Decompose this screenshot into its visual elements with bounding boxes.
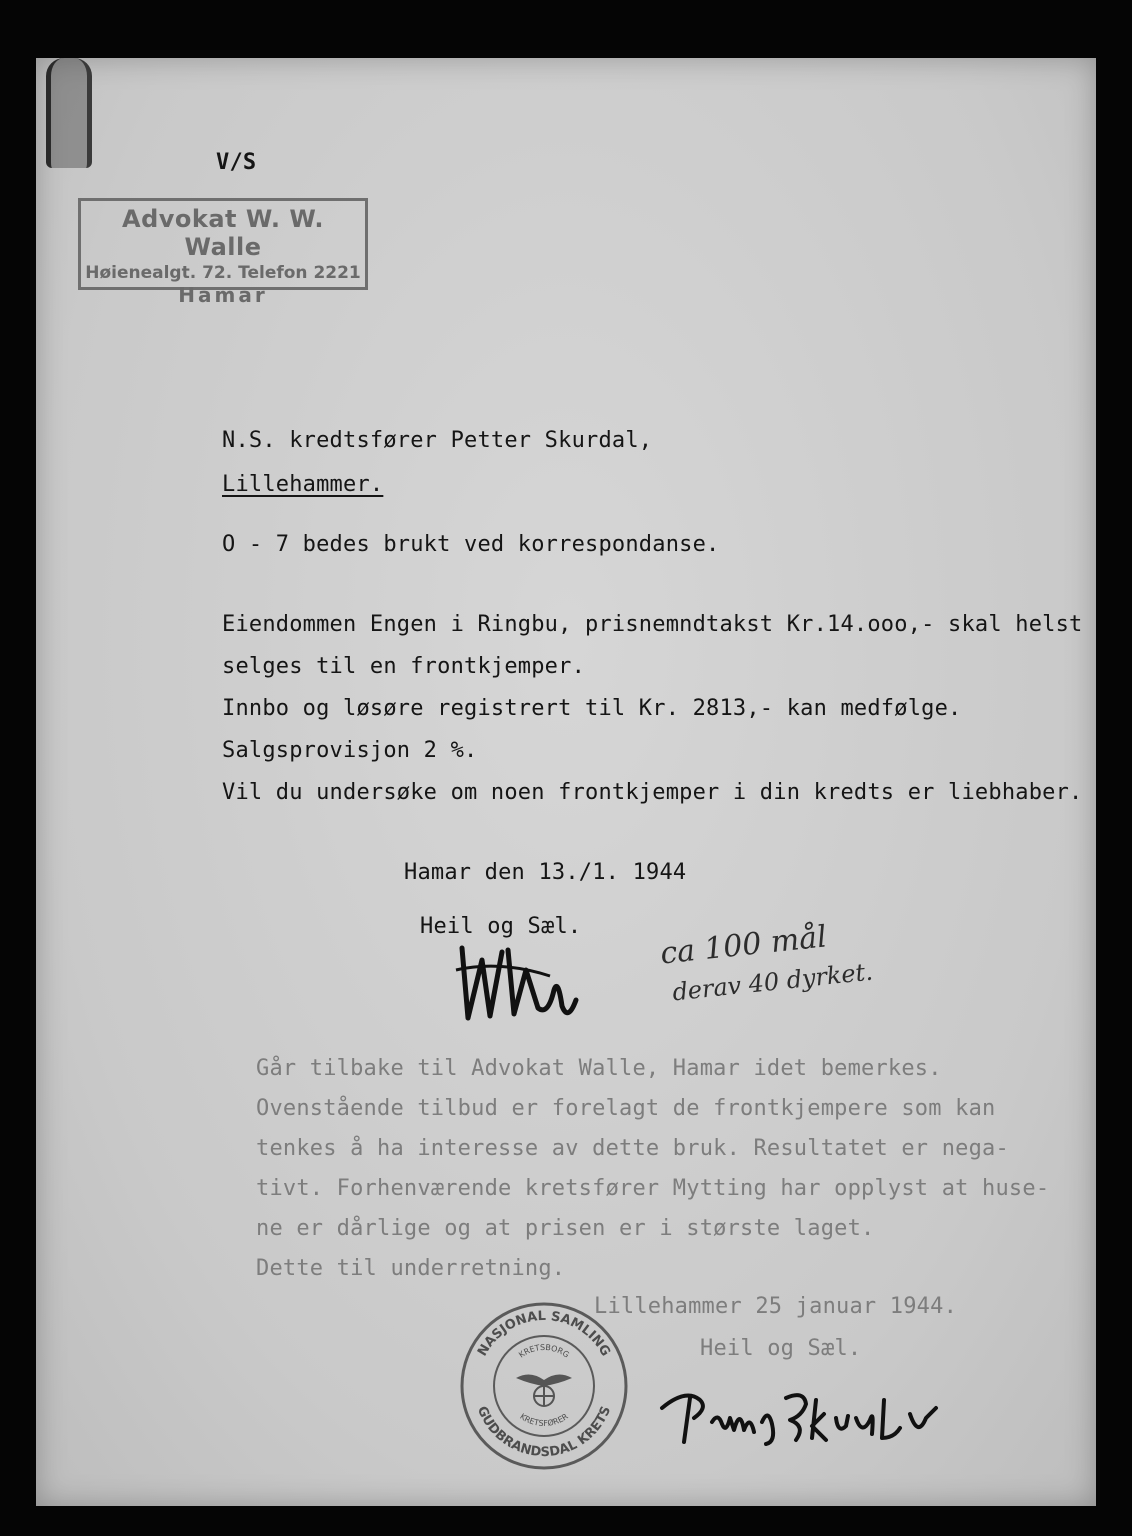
handwritten-note-line-2: derav 40 dyrket. bbox=[671, 957, 875, 1007]
round-stamp-inner-bottom: KRETSFØRER bbox=[518, 1411, 570, 1429]
body-line: Vil du undersøke om noen frontkjemper i din kredts er liebhaber. bbox=[222, 780, 1083, 805]
recipient-line-2: Lillehammer. bbox=[222, 472, 384, 497]
reply-line: tenkes å ha interesse av dette bruk. Resultatet er nega- bbox=[256, 1136, 1009, 1161]
body-line: Salgsprovisjon 2 %. bbox=[222, 738, 478, 763]
place-date: Hamar den 13./1. 1944 bbox=[404, 860, 687, 885]
body-line: Innbo og løsøre registrert til Kr. 2813,- kan medfølge. bbox=[222, 696, 962, 721]
reference-line: O - 7 bedes brukt ved korrespondanse. bbox=[222, 532, 720, 557]
header-mark: V/S bbox=[216, 150, 257, 175]
round-stamp bbox=[458, 1300, 630, 1472]
reply-line: ne er dårlige og at prisen er i største laget. bbox=[256, 1216, 875, 1241]
reply-greeting: Heil og Sæl. bbox=[700, 1336, 862, 1361]
round-stamp-inner-top: KRETSBORG bbox=[517, 1342, 571, 1360]
signature-walle bbox=[450, 930, 580, 1030]
reply-line: Ovenstående tilbud er forelagt de frontkjempere som kan bbox=[256, 1096, 996, 1121]
recipient-line-1: N.S. kredtsfører Petter Skurdal, bbox=[222, 428, 653, 453]
round-stamp-bottom: GUDBRANDSDAL KRETS bbox=[473, 1404, 615, 1461]
reply-line: Går tilbake til Advokat Walle, Hamar idet bemerkes. bbox=[256, 1056, 942, 1081]
stamp-line-3: Hamar bbox=[178, 283, 268, 307]
body-line: selges til en frontkjemper. bbox=[222, 654, 586, 679]
reply-line: Dette til underretning. bbox=[256, 1256, 566, 1281]
greeting: Heil og Sæl. bbox=[420, 914, 582, 939]
svg-text:KRETSBORG bbox=[517, 1343, 571, 1360]
letterhead-stamp bbox=[78, 198, 368, 307]
svg-text:KRETSFØRER bbox=[518, 1412, 570, 1429]
reply-line: tivt. Forhenværende kretsfører Mytting har opplyst at huse- bbox=[256, 1176, 1050, 1201]
stamp-line-1: Advokat W. W. Walle bbox=[122, 205, 324, 261]
eagle-icon bbox=[516, 1374, 572, 1406]
reply-place-date: Lillehammer 25 januar 1944. bbox=[594, 1294, 958, 1319]
handwritten-note-line-1: ca 100 mål bbox=[658, 919, 829, 972]
body-line: Eiendommen Engen i Ringbu, prisnemndtakst Kr.14.ooo,- skal helst bbox=[222, 612, 1083, 637]
paper-clip bbox=[46, 58, 92, 168]
stamp-line-2: Høienealgt. 72. Telefon 2221 bbox=[85, 263, 361, 283]
signature-skurdal bbox=[656, 1378, 956, 1450]
round-stamp-top: NASJONAL SAMLING bbox=[475, 1308, 613, 1359]
